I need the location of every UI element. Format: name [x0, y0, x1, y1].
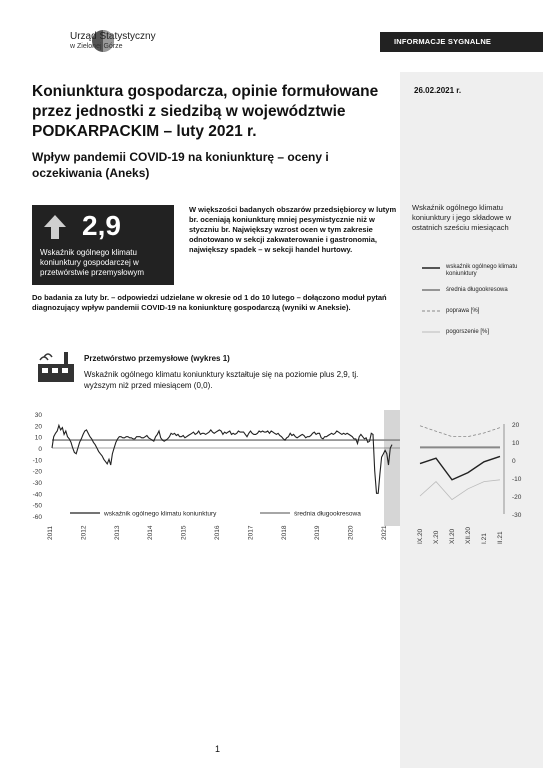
x-tick-label: 2015 — [180, 525, 188, 540]
x-tick-label: 2014 — [147, 525, 155, 540]
y-tick-label: -20 — [32, 468, 42, 476]
side-y-tick-label: 10 — [512, 440, 520, 447]
arrow-up-icon — [42, 213, 68, 241]
factory-icon — [36, 350, 76, 384]
x-tick-label: 2012 — [80, 525, 88, 540]
x-tick-label: 2017 — [247, 525, 255, 540]
recent-period-shade — [384, 410, 400, 526]
x-tick-label: 2020 — [347, 525, 355, 540]
y-tick-label: -30 — [32, 480, 42, 487]
kpi-value: 2,9 — [82, 210, 121, 241]
legend-label-deterioration: pogorszenie [%] — [446, 329, 490, 335]
page-subtitle: Wpływ pandemii COVID-19 na koniunkturę – oceny i oczekiwania (Aneks) — [32, 150, 329, 180]
chart-legend-label-index: wskaźnik ogólnego klimatu koniunktury — [104, 510, 217, 518]
publication-date: 26.02.2021 r. — [414, 86, 462, 95]
kpi-label: Wskaźnik ogólnego klimatu koniunktury gospodarczej w przetwórstwie przemysłowym — [40, 248, 145, 277]
side-x-tick-label: II.21 — [497, 531, 504, 544]
header-badge: INFORMACJE SYGNALNE — [380, 32, 543, 52]
x-tick-label: 2021 — [381, 525, 388, 540]
page-number: 1 — [215, 744, 221, 754]
side-y-tick-label: 0 — [512, 458, 516, 465]
y-tick-label: -10 — [32, 457, 42, 465]
y-tick-label: 30 — [34, 412, 42, 419]
series-line-index — [52, 425, 392, 493]
x-tick-label: 2016 — [214, 525, 221, 540]
org-name: Urząd Statystyczny — [70, 31, 156, 42]
side-y-tick-label: -30 — [512, 512, 522, 519]
y-tick-label: -60 — [32, 514, 42, 521]
y-tick-label: -40 — [32, 491, 42, 499]
y-tick-label: -50 — [32, 502, 42, 510]
side-series-deterioration — [420, 480, 500, 500]
side-y-tick-label: -10 — [512, 476, 522, 483]
side-y-tick-label: 20 — [512, 422, 520, 429]
side-y-tick-label: -20 — [512, 494, 522, 501]
y-tick-label: 10 — [34, 434, 42, 442]
y-tick-label: 20 — [34, 423, 42, 431]
side-x-tick-label: XI.20 — [449, 528, 456, 544]
intro-text: W większości badanych obszarów przedsiębiorcy w lutym br. oceniają koniunkturę mniej pesymistycznie niż w styczniu br. Największy wzrost ocen w tym zakresie odnotowano w sekcji zakwaterowanie i gastronomia, największy spadek – w sekcji handel hurtowy. — [189, 205, 397, 254]
page-title: Koniunktura gospodarcza, opinie formułowane przez jednostki z siedzibą w województwie PODKARPACKIM – luty 2021 r. — [32, 83, 379, 140]
side-x-tick-label: XII.20 — [465, 527, 472, 544]
x-tick-label: 2018 — [280, 525, 288, 540]
org-location: w Zielonej Górze — [70, 43, 123, 50]
side-x-tick-label: X.20 — [433, 530, 440, 544]
side-x-tick-label: IX.20 — [417, 528, 424, 544]
side-chart — [408, 408, 543, 548]
side-chart-title: Wskaźnik ogólnego klimatu koniunktury i jego składowe w ostatnich sześciu miesiącach — [412, 203, 512, 232]
legend-label-improvement: poprawa [%] — [446, 308, 480, 314]
legend-label-index: wskaźnik ogólnego klimatu koniunktury — [446, 264, 518, 277]
side-x-tick-label: I.21 — [481, 533, 488, 544]
chart-legend-label-average: średnia długookresowa — [294, 510, 361, 518]
main-chart — [30, 408, 410, 548]
x-tick-label: 2011 — [47, 526, 54, 540]
section-body: Wskaźnik ogólnego klimatu koniunktury kształtuje się na poziomie plus 2,9, tj. wyższym niż przed miesiącem (0,0). — [84, 370, 359, 390]
section-title: Przetwórstwo przemysłowe (wykres 1) — [84, 354, 230, 363]
side-series-index — [420, 456, 500, 479]
survey-note: Do badania za luty br. – odpowiedzi udzielane w okresie od 1 do 10 lutego – dołączono moduł pytań diagnozujący wpływ pandemii COVID-19 na koniunkturę gospodarczą (wyniki w Aneksie). — [32, 293, 387, 312]
x-tick-label: 2013 — [113, 525, 121, 540]
side-series-improvement — [420, 426, 500, 437]
x-tick-label: 2019 — [314, 525, 322, 540]
legend-label-average: średnia długookresowa — [446, 287, 508, 293]
y-tick-label: 0 — [38, 446, 42, 453]
